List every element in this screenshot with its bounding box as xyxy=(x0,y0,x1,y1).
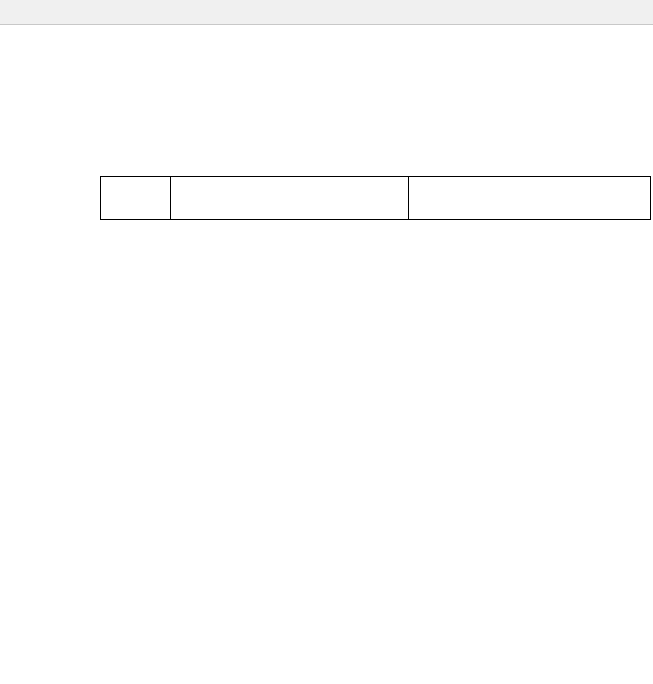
header-function xyxy=(171,177,409,220)
pin-voltage-table xyxy=(100,176,651,220)
header-voltage xyxy=(409,177,651,220)
title-bar xyxy=(0,0,653,25)
table-header-row xyxy=(101,177,651,220)
ecu-connector-diagram xyxy=(0,30,653,172)
header-terminal xyxy=(101,177,171,220)
